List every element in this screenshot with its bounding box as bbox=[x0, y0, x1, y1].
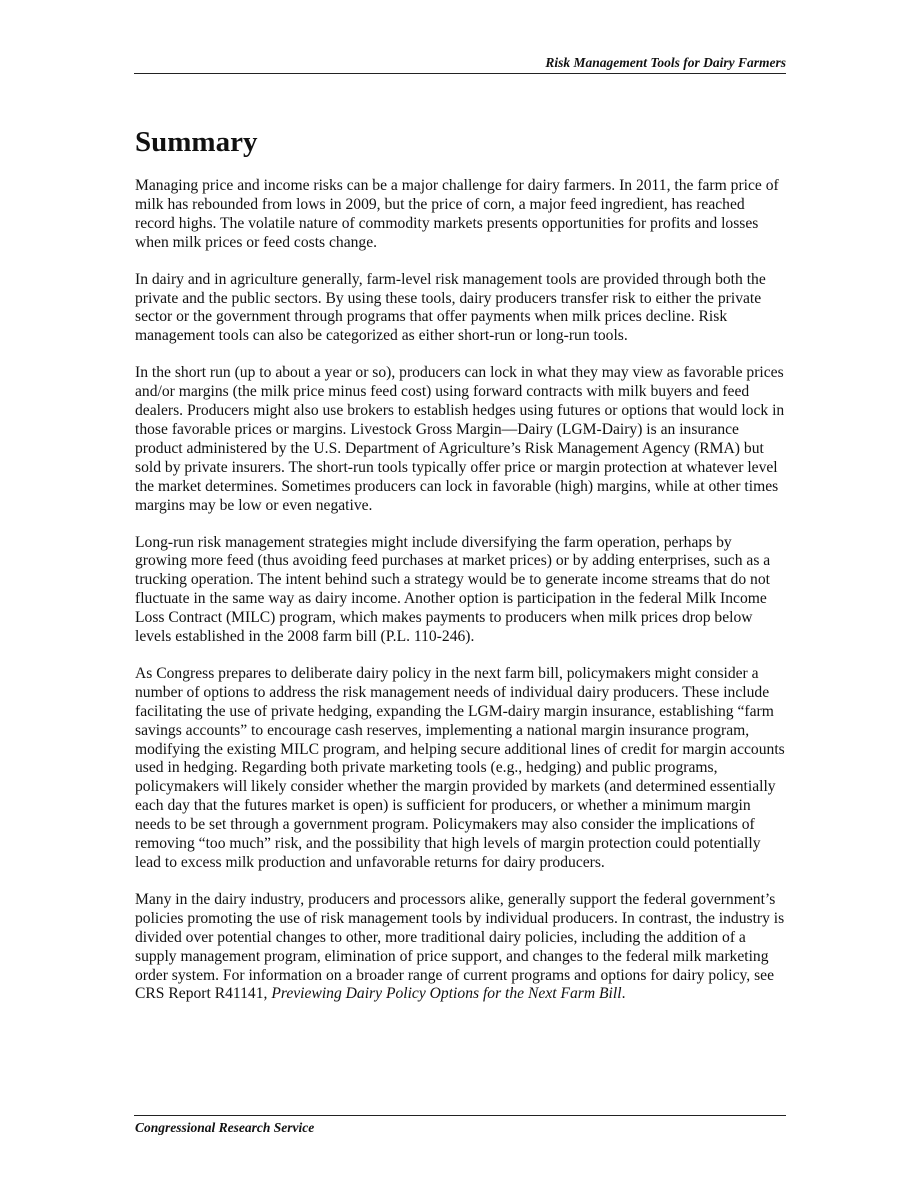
header-rule bbox=[134, 73, 786, 74]
paragraph-6-text: Many in the dairy industry, producers and processors alike, generally support the federal government’s policies promoting the use of risk management tools by individual producers. In contrast, the industry is divided over potential changes to other, more traditional dairy policies, including the addition of a supply management program, elimination of price support, and changes to the federal milk marketing order system. For information on a broader range of current programs and options for dairy policy, see CRS Report R41141, bbox=[135, 890, 785, 1003]
report-title: Previewing Dairy Policy Options for the Next Farm Bill bbox=[271, 985, 622, 1003]
section-title: Summary bbox=[135, 126, 258, 158]
paragraph-1: Managing price and income risks can be a major challenge for dairy farmers. In 2011, the farm price of milk has rebounded from lows in 2009, but the price of corn, a major feed ingredient, has reached record highs. The volatile nature of commodity markets presents opportunities for profits and losses when milk prices or feed costs change. bbox=[135, 177, 779, 251]
footer-source: Congressional Research Service bbox=[135, 1120, 315, 1135]
paragraph-4: Long-run risk management strategies might include diversifying the farm operation, perhaps by growing more feed (thus avoiding feed purchases at market prices) or by adding enterprises, such as a trucking operation. The intent behind such a strategy would be to generate income streams that do not fluctuate in the same way as dairy income. Another option is participation in the federal Milk Income Loss Contract (MILC) program, which makes payments to producers when milk prices drop below levels established in the 2008 farm bill (P.L. 110-246). bbox=[135, 533, 771, 646]
paragraph-6-end: . bbox=[621, 985, 626, 1003]
paragraph-6 bbox=[135, 891, 787, 1004]
summary-body bbox=[135, 177, 787, 1022]
running-header: Risk Management Tools for Dairy Farmers bbox=[545, 55, 786, 70]
paragraph-3: In the short run (up to about a year or so), producers can lock in what they may view as favorable prices and/or margins (the milk price minus feed cost) using forward contracts with milk buyers and feed dealers. Producers might also use brokers to establish hedges using futures or options that would lock in those favorable prices or margins. Livestock Gross Margin—Dairy (LGM-Dairy) is an insurance product administered by the U.S. Department of Agriculture’s Risk Management Agency (RMA) but sold by private insurers. The short-run tools typically offer price or margin protection at whatever level the market determines. Sometimes producers can lock in favorable (high) margins, while at other times margins may be low or even negative. bbox=[135, 364, 785, 514]
paragraph-2: In dairy and in agriculture generally, farm-level risk management tools are provided through both the private and the public sectors. By using these tools, dairy producers transfer risk to either the private sector or the government through programs that offer payments when milk prices decline. Risk management tools can also be categorized as either short-run or long-run tools. bbox=[135, 270, 766, 345]
paragraph-5: As Congress prepares to deliberate dairy policy in the next farm bill, policymakers might consider a number of options to address the risk management needs of individual dairy producers. These include facilitating the use of private hedging, expanding the LGM-dairy margin insurance, establishing “farm savings accounts” to encourage cash reserves, implementing a national margin insurance program, modifying the existing MILC program, and helping secure additional lines of credit for margin accounts used in hedging. Regarding both private marketing tools (e.g., hedging) and public programs, policymakers will likely consider whether the margin provided by markets (and determined essentially each day that the futures market is open) is sufficient for producers, or whether a minimum margin needs to be set through a government program. Policymakers may also consider the implications of removing “too much” risk, and the possibility that high levels of margin protection could potentially lead to excess milk production and unfavorable returns for dairy producers. bbox=[135, 664, 785, 871]
footer-rule bbox=[134, 1115, 786, 1116]
